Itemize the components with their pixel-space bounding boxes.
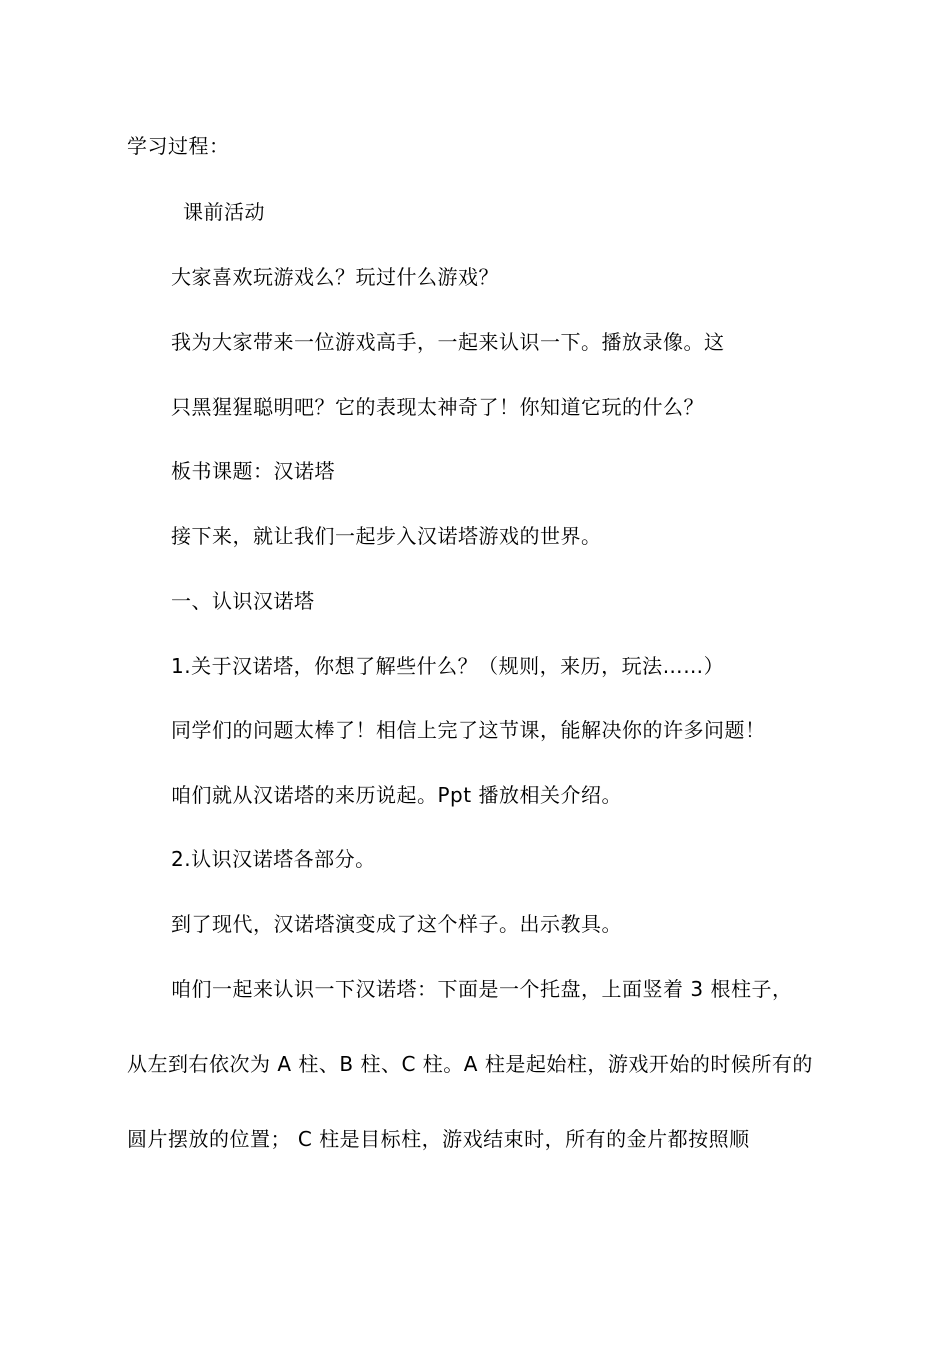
paragraph-line: 1.关于汉诺塔，你想了解些什么？（规则，来历，玩法……） [171,654,725,678]
paragraph-line: 板书课题：汉诺塔 [171,459,335,483]
paragraph-line: 到了现代，汉诺塔演变成了这个样子。出示教具。 [171,912,622,936]
paragraph-line: 我为大家带来一位游戏高手，一起来认识一下。播放录像。这 [171,330,725,354]
paragraph-line: 大家喜欢玩游戏么？玩过什么游戏？ [171,265,499,289]
paragraph-line: 咱们就从汉诺塔的来历说起。Ppt 播放相关介绍。 [171,783,622,807]
paragraph-line: 同学们的问题太棒了！相信上完了这节课，能解决你的许多问题！ [171,718,766,742]
paragraph-line: 2.认识汉诺塔各部分。 [171,847,376,871]
paragraph-line: 从左到右依次为 A 柱、B 柱、C 柱。A 柱是起始柱，游戏开始的时候所有的 [127,1052,813,1076]
heading-learning-process: 学习过程： [127,134,230,158]
paragraph-line: 咱们一起来认识一下汉诺塔：下面是一个托盘，上面竖着 3 根柱子， [171,977,793,1001]
section-heading: 一、认识汉诺塔 [171,589,315,613]
paragraph-line: 圆片摆放的位置； C 柱是目标柱，游戏结束时，所有的金片都按照顺 [127,1127,750,1151]
paragraph-line: 接下来，就让我们一起步入汉诺塔游戏的世界。 [171,524,602,548]
heading-pre-class-activity: 课前活动 [183,200,265,224]
paragraph-line: 只黑猩猩聪明吧？它的表现太神奇了！你知道它玩的什么？ [171,395,704,419]
